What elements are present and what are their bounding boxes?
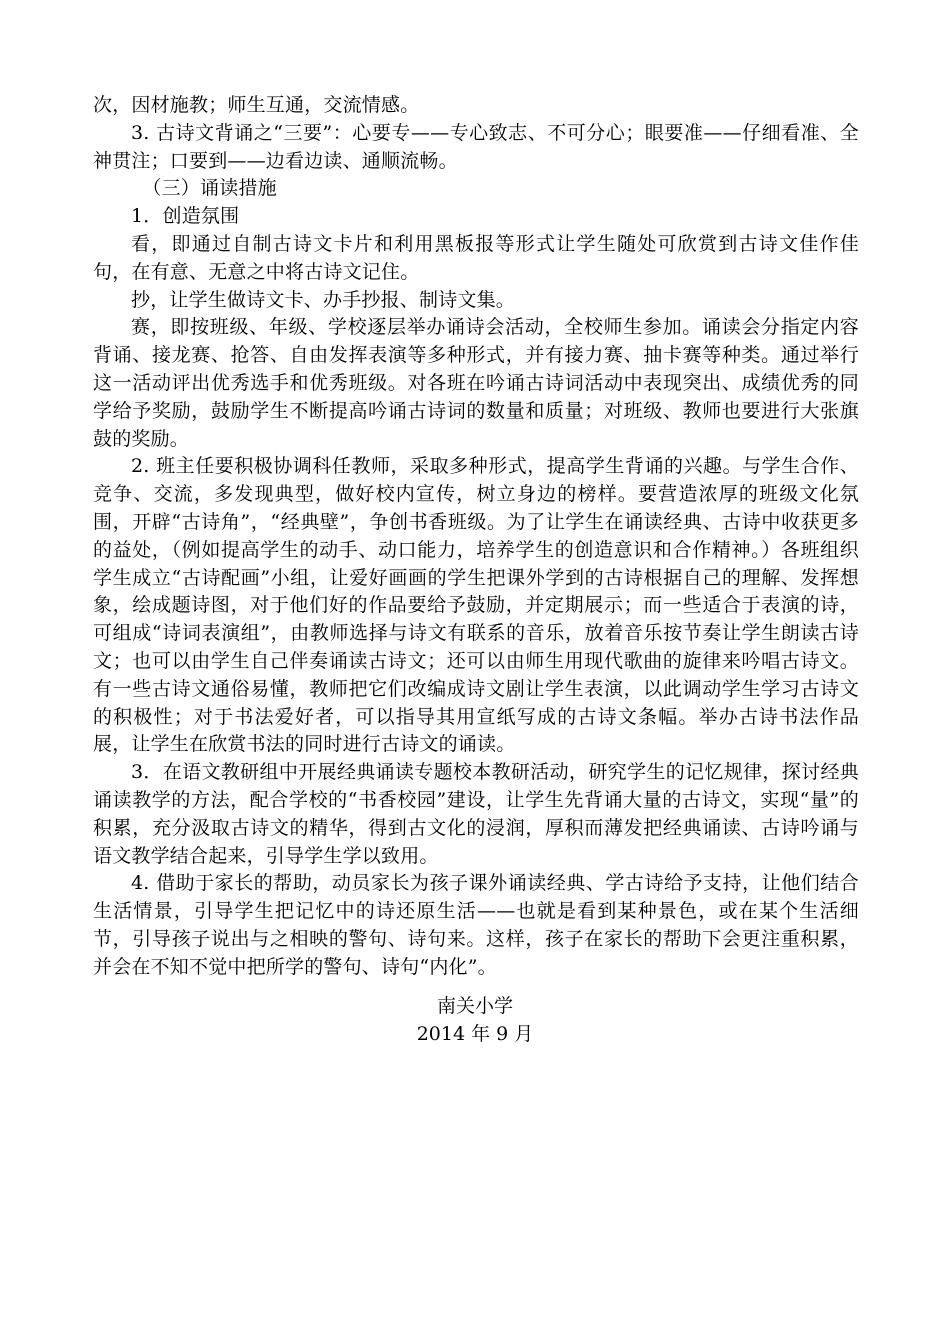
paragraph-parents: 4. 借助于家长的帮助，动员家长为孩子课外诵读经典、学古诗给予支持，让他们结合生活情景，引导学生把记忆中的诗还原生活——也就是看到某种景色，或在某个生活细节，引导孩子说出与之相映的警句、诗句来。这样，孩子在家长的帮助下会更注重积累，并会在不知不觉中把所学的警句、诗句“内化”。 (93, 872, 859, 978)
school-name: 南关小学 (436, 995, 513, 1017)
paragraph-copy: 抄，让学生做诗文卡、办手抄报、制诗文集。 (131, 288, 516, 311)
paragraph-class-teacher: 2. 班主任要积极协调科任教师，采取多种形式，提高学生背诵的兴趣。与学生合作、竞争、交流，多发现典型，做好校内宣传，树立身边的榜样。要营造浓厚的班级文化氛围，开辟“古诗角”，“经典壁”，争创书香班级。为了让学生在诵读经典、古诗中收获更多的益处，（例如提高学生的动手、动口能力，培养学生的创造意识和合作精神。）各班组织学生成立“古诗配画”小组，让爱好画画的学生把课外学到的古诗根据自己的理解、发挥想象，绘成题诗图，对于他们好的作品要给予鼓励，并定期展示；而一些适合于表演的诗，可组成“诗词表演组”，由教师选择与诗文有联系的音乐，放着音乐按节奏让学生朗读古诗文；也可以由学生自己伴奏诵读古诗文；还可以由师生用现代歌曲的旋律来吟唱古诗文。有一些古诗文通俗易懂，教师把它们改编成诗文剧让学生表演，以此调动学生学习古诗文的积极性；对于书法爱好者，可以指导其用宣纸写成的古诗文条幅。举办古诗书法作品展，让学生在欣赏书法的同时进行古诗文的诵读。 (93, 455, 859, 756)
document-date: 2014 年 9 月 (416, 1022, 534, 1045)
paragraph-continuation: 次，因材施教；师生互通，交流情感。 (93, 94, 420, 116)
section-heading-measures: （三）诵读措施 (142, 177, 277, 200)
paragraph-three-essentials: 3. 古诗文背诵之“三要”：心要专——专心致志、不可分心；眼要准——仔细看准、全神贯注；口要到——边看边读、通顺流畅。 (93, 121, 859, 172)
paragraph-look: 看，即通过自制古诗文卡片和利用黑板报等形式让学生随处可欣赏到古诗文佳作佳句，在有意、无意之中将古诗文记住。 (93, 232, 859, 283)
paragraph-teaching-research: 3．在语文教研组中开展经典诵读专题校本教研活动，研究学生的记忆规律，探讨经典诵读教学的方法，配合学校的“书香校园”建设，让学生先背诵大量的古诗文，实现“量”的积累，充分汲取古诗文的精华，得到古文化的浸润，厚积而薄发把经典诵读、古诗吟诵与语文教学结合起来，引导学生学以致用。 (93, 761, 859, 867)
subheading-create-atmosphere: 1．创造氛围 (131, 205, 240, 228)
document-body (93, 92, 859, 982)
paragraph-compete: 赛，即按班级、年级、学校逐层举办诵诗会活动，全校师生参加。诵读会分指定内容背诵、接龙赛、抢答、自由发挥表演等多种形式，并有接力赛、抽卡赛等种类。通过举行这一活动评出优秀选手和优秀班级。对各班在吟诵古诗词活动中表现突出、成绩优秀的同学给予奖励，鼓励学生不断提高吟诵古诗词的数量和质量；对班级、教师也要进行大张旗鼓的奖励。 (93, 316, 859, 450)
signature-block (0, 993, 950, 1049)
